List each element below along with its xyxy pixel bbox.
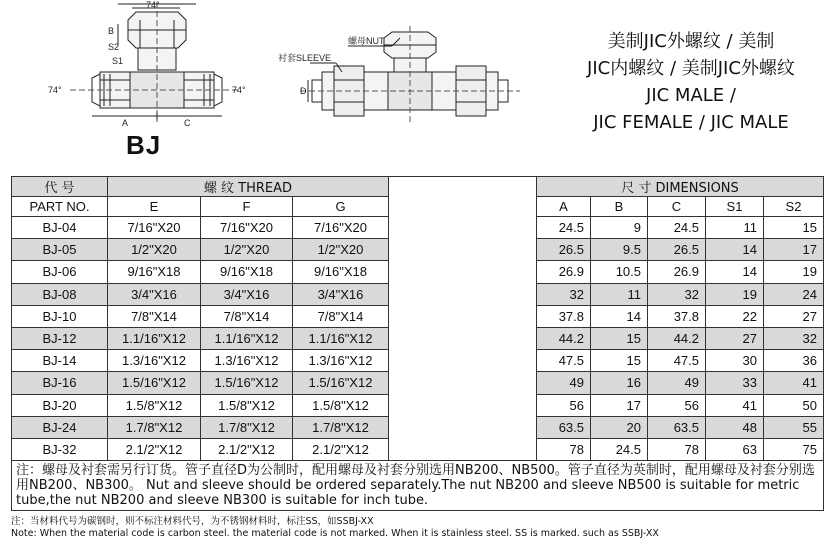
table-cell: 1.5/8"X12 (293, 394, 389, 416)
table-cell: BJ-05 (12, 239, 108, 261)
table-cell: 1/2"X20 (201, 239, 293, 261)
table-cell: 47.5 (537, 350, 591, 372)
nut-label: 螺母NUT (348, 36, 385, 46)
table-cell: 26.9 (648, 261, 706, 283)
angle-top-label: 74° (146, 0, 160, 10)
table-cell: 19 (706, 283, 764, 305)
table-cell: BJ-20 (12, 394, 108, 416)
table-cell: 1/2"X20 (293, 239, 389, 261)
table-cell: 7/16"X20 (108, 217, 201, 239)
table-cell: 41 (706, 394, 764, 416)
header-thread: 螺 纹 THREAD (108, 177, 389, 197)
table-cell: 10.5 (591, 261, 648, 283)
dim-b-label: B (108, 26, 115, 36)
table-cell: 1.5/16"X12 (293, 372, 389, 394)
table-cell: BJ-10 (12, 305, 108, 327)
table-cell: 37.8 (648, 305, 706, 327)
fitting-description (548, 28, 834, 136)
table-cell: 1.5/16"X12 (201, 372, 293, 394)
table-cell: 26.5 (648, 239, 706, 261)
table-cell: 1/2"X20 (108, 239, 201, 261)
table-cell: 2.1/2"X12 (201, 438, 293, 460)
table-cell: 32 (764, 327, 824, 349)
table-cell: 14 (706, 261, 764, 283)
table-cell: 15 (591, 327, 648, 349)
table-cell: 41 (764, 372, 824, 394)
table-cell: 7/8"X14 (201, 305, 293, 327)
header-g: G (293, 197, 389, 217)
table-cell: 22 (706, 305, 764, 327)
table-cell: 30 (706, 350, 764, 372)
table-cell: 7/8"X14 (108, 305, 201, 327)
dim-c-label: C (184, 118, 191, 128)
table-cell: 1.5/8"X12 (201, 394, 293, 416)
table-cell: 2.1/2"X12 (108, 438, 201, 460)
table-cell: 9/16"X18 (201, 261, 293, 283)
header-code-cn: 代 号 (12, 177, 108, 197)
table-cell: 37.8 (537, 305, 591, 327)
table-cell: 9.5 (591, 239, 648, 261)
spec-table (11, 176, 824, 511)
table-cell: 3/4"X16 (108, 283, 201, 305)
dim-a-label: A (122, 118, 129, 128)
table-cell: 3/4"X16 (293, 283, 389, 305)
material-footnote (11, 516, 659, 540)
header-s2: S2 (764, 197, 824, 217)
table-cell: 33 (706, 372, 764, 394)
description-line: JIC MALE / (646, 85, 736, 106)
table-cell: 14 (706, 239, 764, 261)
header-a: A (537, 197, 591, 217)
table-spacer (389, 177, 537, 461)
table-cell: 48 (706, 416, 764, 438)
table-cell: 7/16"X20 (201, 217, 293, 239)
table-cell: BJ-14 (12, 350, 108, 372)
header-part-no: PART NO. (12, 197, 108, 217)
footnote-en: Note: When the material code is carbon steel. the material code is not marked. When it is stainless steel. SS is marked. such as SSBJ-XX (11, 528, 659, 539)
table-cell: 78 (537, 438, 591, 460)
table-cell: 32 (537, 283, 591, 305)
header-dimensions: 尺 寸 DIMENSIONS (537, 177, 824, 197)
angle-right-label: 74° (232, 85, 246, 95)
table-cell: BJ-04 (12, 217, 108, 239)
table-cell: 24.5 (591, 438, 648, 460)
table-cell: 1.7/8"X12 (293, 416, 389, 438)
table-cell: 1.3/16"X12 (108, 350, 201, 372)
table-cell: 24.5 (537, 217, 591, 239)
table-cell: 17 (591, 394, 648, 416)
table-cell: 1.1/16"X12 (293, 327, 389, 349)
table-cell: 14 (591, 305, 648, 327)
table-cell: 75 (764, 438, 824, 460)
table-cell: 56 (537, 394, 591, 416)
table-cell: BJ-32 (12, 438, 108, 460)
table-cell: 1.5/8"X12 (108, 394, 201, 416)
table-cell: 7/16"X20 (293, 217, 389, 239)
table-cell: 11 (706, 217, 764, 239)
part-title: BJ (126, 130, 162, 160)
table-cell: 9/16"X18 (108, 261, 201, 283)
table-cell: 78 (648, 438, 706, 460)
header-c: C (648, 197, 706, 217)
table-cell: 47.5 (648, 350, 706, 372)
table-cell: BJ-24 (12, 416, 108, 438)
table-cell: 15 (591, 350, 648, 372)
table-cell: 16 (591, 372, 648, 394)
dim-s1-label: S1 (112, 56, 124, 66)
table-cell: 56 (648, 394, 706, 416)
table-cell: 49 (648, 372, 706, 394)
table-cell: 7/8"X14 (293, 305, 389, 327)
table-cell: 49 (537, 372, 591, 394)
table-cell: 44.2 (537, 327, 591, 349)
table-cell: BJ-08 (12, 283, 108, 305)
order-note-row (12, 461, 824, 511)
footnote-cn: 注：当材料代号为碳钢时，则不标注材料代号，为不锈钢材料时，标注SS，如SSBJ-XX (11, 516, 374, 527)
table-cell: 26.9 (537, 261, 591, 283)
table-cell: 63.5 (648, 416, 706, 438)
table-cell: 27 (706, 327, 764, 349)
table-cell: 44.2 (648, 327, 706, 349)
table-cell: 1.7/8"X12 (201, 416, 293, 438)
dim-d-label: D (300, 86, 307, 96)
table-cell: 24 (764, 283, 824, 305)
table-cell: 19 (764, 261, 824, 283)
table-cell: 1.1/16"X12 (108, 327, 201, 349)
header-s1: S1 (706, 197, 764, 217)
table-cell: 9/16"X18 (293, 261, 389, 283)
description-line: JIC内螺纹 / 美制JIC外螺纹 (587, 58, 795, 79)
table-cell: 1.5/16"X12 (108, 372, 201, 394)
table-cell: 2.1/2"X12 (293, 438, 389, 460)
table-cell: 1.1/16"X12 (201, 327, 293, 349)
header-e: E (108, 197, 201, 217)
header-f: F (201, 197, 293, 217)
dim-s2-label: S2 (108, 42, 120, 52)
table-cell: 32 (648, 283, 706, 305)
order-note: 注：螺母及衬套需另行订货。管子直径D为公制时，配用螺母及衬套分别选用NB200、NB500。管子直径为英制时，配用螺母及衬套分别选用NB200、NB300。 Nut and sleeve should be ordered separately.The nut NB200 and sleeve NB500 is suitable for metric tube,the nut NB200 and sleeve NB300 is suitable for inch tube. (12, 461, 824, 511)
table-cell: BJ-12 (12, 327, 108, 349)
table-cell: 11 (591, 283, 648, 305)
table-cell: 63 (706, 438, 764, 460)
table-cell: 27 (764, 305, 824, 327)
table-cell: 20 (591, 416, 648, 438)
table-cell: 1.3/16"X12 (201, 350, 293, 372)
header-b: B (591, 197, 648, 217)
table-cell: 9 (591, 217, 648, 239)
table-cell: 15 (764, 217, 824, 239)
table-cell: 26.5 (537, 239, 591, 261)
table-cell: 17 (764, 239, 824, 261)
description-line: JIC FEMALE / JIC MALE (593, 112, 789, 133)
description-line: 美制JIC外螺纹 / 美制 (607, 31, 775, 52)
table-cell: 1.7/8"X12 (108, 416, 201, 438)
table-cell: 55 (764, 416, 824, 438)
table-cell: 63.5 (537, 416, 591, 438)
angle-left-label: 74° (48, 85, 62, 95)
table-cell: 50 (764, 394, 824, 416)
table-cell: BJ-16 (12, 372, 108, 394)
table-cell: BJ-06 (12, 261, 108, 283)
table-cell: 3/4"X16 (201, 283, 293, 305)
table-cell: 36 (764, 350, 824, 372)
sleeve-label: 衬套SLEEVE (278, 53, 332, 63)
table-cell: 1.3/16"X12 (293, 350, 389, 372)
table-cell: 24.5 (648, 217, 706, 239)
